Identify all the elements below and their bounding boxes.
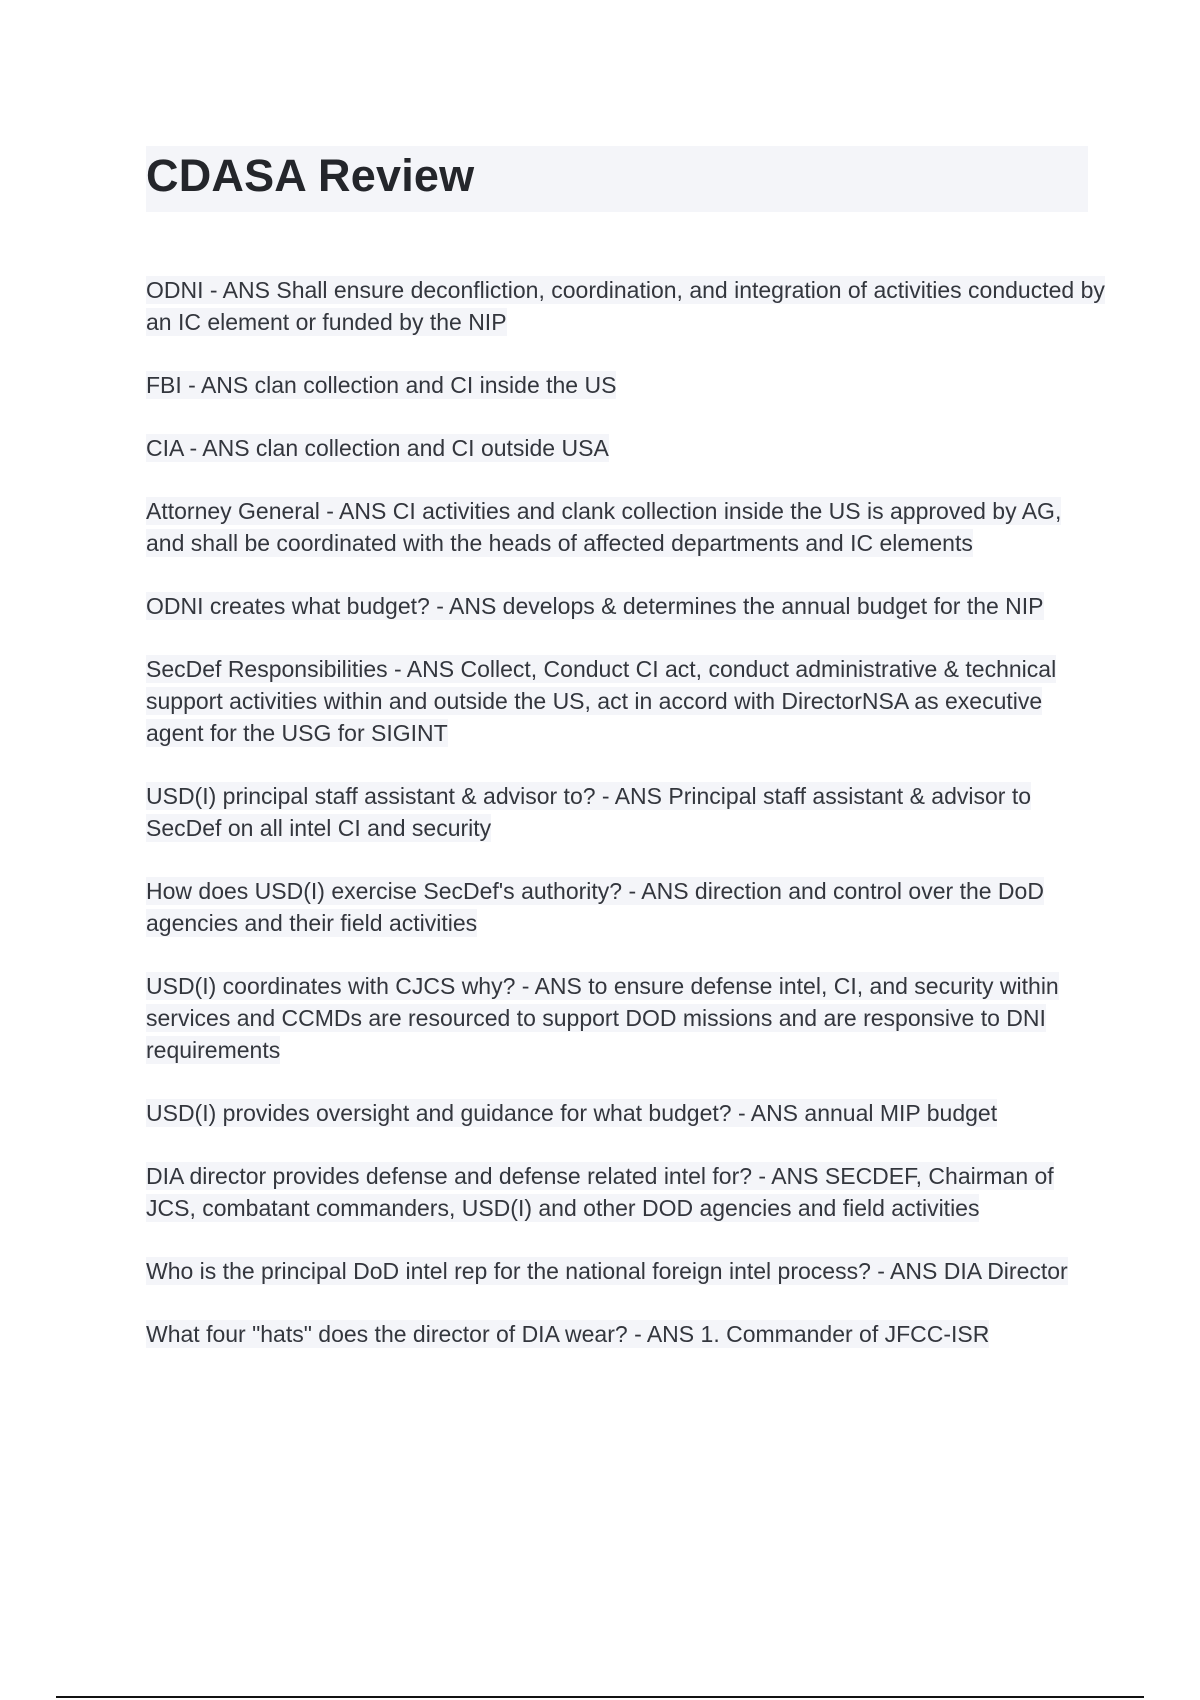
qa-entry: ODNI - ANS Shall ensure deconfliction, coordination, and integration of activities conducted by an IC element or funded by the NIP bbox=[146, 277, 1105, 335]
qa-entry: USD(I) provides oversight and guidance for what budget? - ANS annual MIP budget bbox=[146, 1100, 998, 1126]
qa-entry: SecDef Responsibilities - ANS Collect, Conduct CI act, conduct administrative & technical support activities within and outside the US, act in accord with DirectorNSA as executive agent for the USG for SIGINT bbox=[146, 656, 1057, 746]
qa-entry: ODNI creates what budget? - ANS develops & determines the annual budget for the NIP bbox=[146, 593, 1044, 619]
qa-entry: DIA director provides defense and defense related intel for? - ANS SECDEF, Chairman of JCS, combatant commanders, USD(I) and other DOD agencies and field activities bbox=[146, 1163, 1054, 1221]
qa-entry: USD(I) principal staff assistant & advisor to? - ANS Principal staff assistant & advisor to SecDef on all intel CI and security bbox=[146, 783, 1032, 841]
qa-entry: FBI - ANS clan collection and CI inside the US bbox=[146, 372, 617, 398]
qa-entry: Attorney General - ANS CI activities and clank collection inside the US is approved by AG, and shall be coordinated with the heads of affected departments and IC elements bbox=[146, 498, 1062, 556]
qa-entry: USD(I) coordinates with CJCS why? - ANS to ensure defense intel, CI, and security within services and CCMDs are resourced to support DOD missions and are responsive to DNI requirements bbox=[146, 973, 1059, 1063]
qa-entry: How does USD(I) exercise SecDef's authority? - ANS direction and control over the DoD agencies and their field activities bbox=[146, 878, 1044, 936]
qa-entry: Who is the principal DoD intel rep for the national foreign intel process? - ANS DIA Director bbox=[146, 1258, 1068, 1284]
qa-list bbox=[146, 274, 1106, 1381]
page-title: CDASA Review bbox=[146, 150, 475, 201]
footer-divider bbox=[56, 1696, 1144, 1698]
qa-entry: CIA - ANS clan collection and CI outside USA bbox=[146, 435, 609, 461]
qa-entry: What four "hats" does the director of DIA wear? - ANS 1. Commander of JFCC-ISR bbox=[146, 1321, 990, 1347]
